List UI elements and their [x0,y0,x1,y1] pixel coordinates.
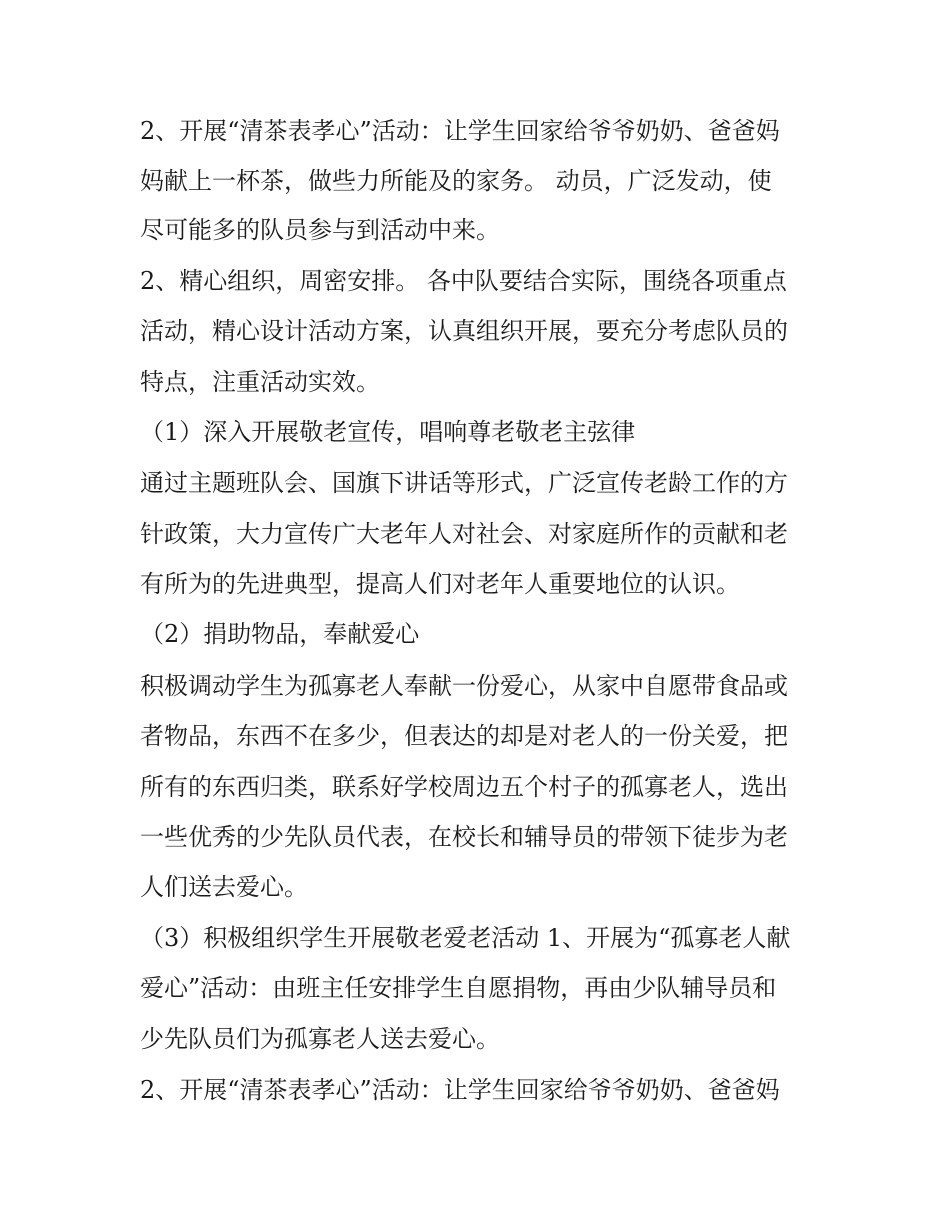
text-line: 积极调动学生为孤寡老人奉献一份爱心，从家中自愿带食品或 [140,672,788,700]
section-heading: （3）积极组织学生开展敬老爱老活动 1、开展为“孤寡老人献 [140,924,791,952]
text-line: 2、精心组织，周密安排。 各中队要结合实际，围绕各项重点 [140,267,787,295]
section-heading: （1）深入开展敬老宣传，唱响尊老敬老主弦律 [140,418,636,446]
text-line: 少先队员们为孤寡老人送去爱心。 [140,1025,500,1053]
text-line: 妈献上一杯茶，做些力所能及的家务。 动员，广泛发动，使 [140,167,772,195]
section-heading: （2）捐助物品，奉献爱心 [140,620,420,648]
text-line: 所有的东西归类，联系好学校周边五个村子的孤寡老人，选出 [140,773,788,801]
text-line: 2、开展“清茶表孝心”活动：让学生回家给爷爷奶奶、爸爸妈 [140,117,780,145]
text-line: 尽可能多的队员参与到活动中来。 [140,216,500,244]
text-line: 一些优秀的少先队员代表，在校长和辅导员的带领下徒步为老 [140,823,788,851]
text-line: 通过主题班队会、国旗下讲话等形式，广泛宣传老龄工作的方 [140,469,788,497]
text-line: 人们送去爱心。 [140,873,308,901]
text-line: 有所为的先进典型，提高人们对老年人重要地位的认识。 [140,570,740,598]
text-line: 者物品，东西不在多少，但表达的却是对老人的一份关爱，把 [140,722,788,750]
text-line: 特点，注重活动实效。 [140,368,380,396]
text-line: 针政策，大力宣传广大老年人对社会、对家庭所作的贡献和老 [140,520,788,548]
text-line: 活动，精心设计活动方案，认真组织开展，要充分考虑队员的 [140,317,788,345]
text-line: 爱心”活动：由班主任安排学生自愿捐物，再由少队辅导员和 [140,974,777,1002]
text-line: 2、开展“清茶表孝心”活动：让学生回家给爷爷奶奶、爸爸妈 [140,1076,780,1104]
